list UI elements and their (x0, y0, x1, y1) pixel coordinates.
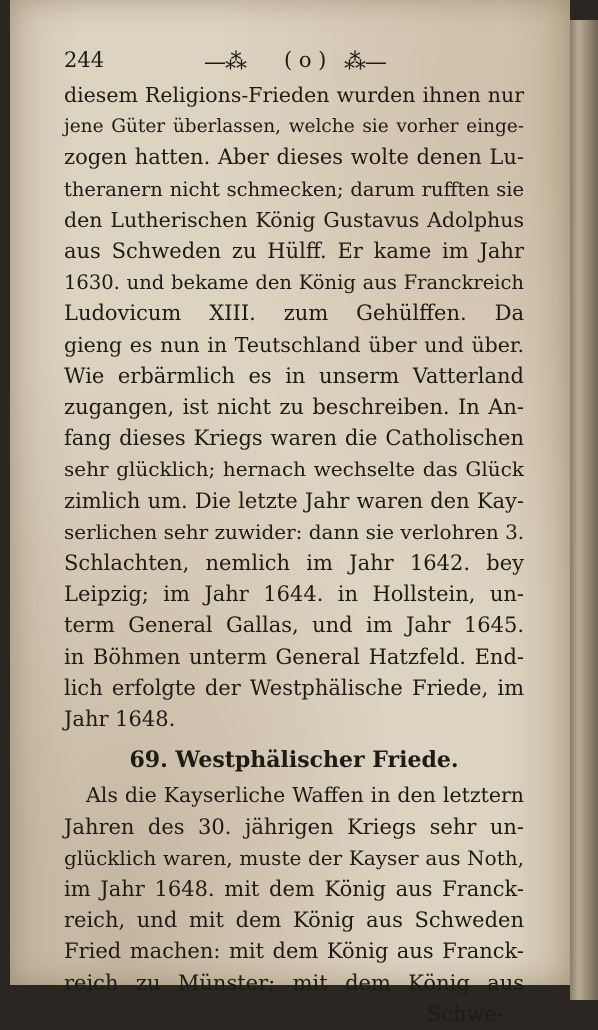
text-line: den Lutherischen König Gustavus Adolphus (64, 207, 524, 232)
text-line: Wie erbärmlich es in unserm Vatterland (64, 363, 524, 388)
text-line: zimlich um. Die letzte Jahr waren den Kay- (64, 488, 524, 513)
text-line: zugangen, ist nicht zu beschreiben. In An- (64, 395, 524, 420)
paragraph-westphalian-peace (64, 780, 524, 998)
catchword: Schwe- (426, 1001, 504, 1026)
text-line: gieng es nun in Teutschland über und über. (64, 332, 524, 357)
paragraph-religious-peace (64, 80, 524, 735)
page-number: 244 (64, 48, 105, 72)
text-line: Jahr 1648. (64, 707, 176, 732)
page-fore-edge (570, 20, 598, 1000)
text-line: glücklich waren, muste der Kayser aus Noth, (64, 845, 524, 870)
header-ornament-right: ⁂— (344, 50, 386, 75)
text-line: sehr glücklich; hernach wechselte das Glück (64, 457, 524, 482)
text-line: zogen hatten. Aber dieses wolte denen Lu- (64, 145, 524, 170)
text-line: lich erfolgte der Westphälische Friede, im (64, 675, 524, 700)
text-line: im Jahr 1648. mit dem König aus Franck- (64, 877, 524, 902)
text-line: fang dieses Kriegs waren die Catholischen (64, 426, 524, 451)
text-line: term General Gallas, und im Jahr 1645. (64, 613, 524, 638)
text-line: theranern nicht schmecken; darum rufften sie (64, 177, 524, 201)
text-line: Fried machen: mit dem König aus Franck- (64, 939, 524, 964)
text-line: diesem Religions-Frieden wurden ihnen nur (64, 83, 524, 107)
text-line: Jahren des 30. jährigen Kriegs sehr un- (64, 814, 524, 839)
running-header (52, 48, 532, 78)
text-line: jene Güter überlassen, welche sie vorher einge- (64, 116, 524, 138)
text-line: 1630. und bekame den König aus Franckreich (64, 271, 524, 295)
header-center-mark: ( o ) (284, 48, 327, 72)
text-line: reich, und mit dem König aus Schweden (64, 908, 524, 933)
text-line: aus Schweden zu Hülff. Er kame im Jahr (64, 239, 524, 264)
section-heading: 69. Westphälischer Friede. (129, 747, 459, 774)
header-ornament-left: —⁂ (204, 50, 246, 75)
text-line: Ludovicum XIII. zum Gehülffen. Da (64, 301, 524, 326)
text-line: Leipzig; im Jahr 1644. in Hollstein, un- (64, 582, 524, 607)
text-line: Schlachten, nemlich im Jahr 1642. bey (64, 551, 524, 576)
text-line: serlichen sehr zuwider: dann sie verlohren 3. (64, 519, 525, 544)
text-line: in Böhmen unterm General Hatzfeld. End- (64, 644, 524, 669)
text-line: Als die Kayserliche Waffen in den letztern (86, 783, 524, 808)
body-text (64, 80, 524, 1030)
text-line: reich zu Münster; mit dem König aus (64, 970, 524, 995)
